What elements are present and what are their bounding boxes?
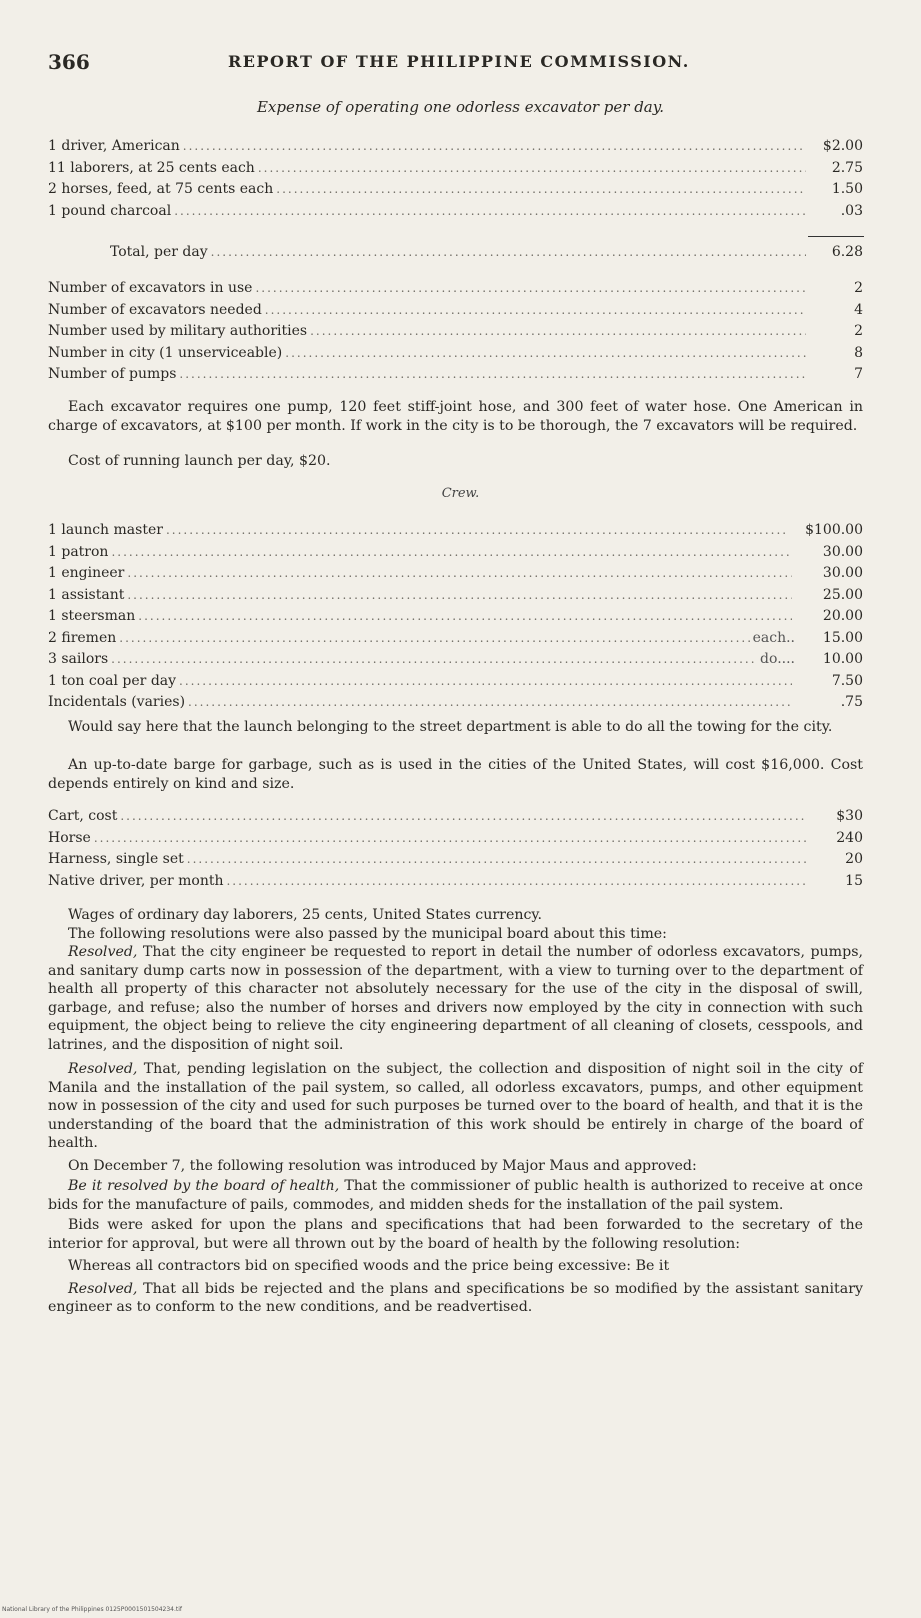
table-row: 2 horses, feed, at 75 cents each ..... 1.50 bbox=[48, 181, 863, 203]
table-row: Number of excavators in use ..... 2 bbox=[48, 280, 863, 302]
table-row: 1 ton coal per day ..... 7.50 bbox=[48, 673, 863, 695]
table-row: 11 laborers, at 25 cents each ..... 2.75 bbox=[48, 160, 863, 182]
crew-table bbox=[48, 522, 863, 716]
table-row: 1 engineer ..... 30.00 bbox=[48, 565, 863, 587]
scan-footer: National Library of the Philippines 0125P0001501504234.tif bbox=[2, 1606, 183, 1613]
page-header bbox=[48, 50, 868, 80]
paragraph: Wages of ordinary day laborers, 25 cents, United States currency. bbox=[68, 907, 543, 923]
table-row: Cart, cost ..... $30 bbox=[48, 808, 863, 830]
table-row: 1 assistant ..... 25.00 bbox=[48, 587, 863, 609]
table-row: Native driver, per month ..... 15 bbox=[48, 873, 863, 895]
table-row: 1 patron ..... 30.00 bbox=[48, 544, 863, 566]
table-row: 1 driver, American ..... $2.00 bbox=[48, 138, 863, 160]
excavator-expense-table bbox=[48, 138, 863, 224]
crew-section-title: Crew. bbox=[441, 486, 480, 501]
table-row: 1 launch master ..... $100.00 bbox=[48, 522, 863, 544]
table-row: 3 sailors ..... do.... 10.00 bbox=[48, 651, 863, 673]
launch-cost: Cost of running launch per day, $20. bbox=[68, 453, 331, 469]
total-rule bbox=[808, 236, 864, 237]
paragraph: Be it resolved by the board of health, That the commissioner of public health is authorized to receive at once bids for the manufacture of pails, commodes, and midden sheds for the installation of the pail system. bbox=[48, 1178, 863, 1213]
table-row: 1 pound charcoal ..... .03 bbox=[48, 203, 863, 225]
paragraph: Whereas all contractors bid on specified woods and the price being excessive: Be it bbox=[68, 1258, 670, 1274]
table-row: Number of pumps ..... 7 bbox=[48, 366, 863, 388]
cart-table bbox=[48, 808, 863, 894]
table-row: Incidentals (varies) ..... .75 bbox=[48, 694, 863, 716]
total-row: Total, per day ..... 6.28 bbox=[48, 244, 863, 266]
table-row: Number in city (1 unserviceable) ..... 8 bbox=[48, 345, 863, 367]
paragraph: Resolved, That, pending legislation on the subject, the collection and disposition of night soil in the city of Manila and the installation of the pail system, so called, all odorless excavators, pumps, and other equipment now in possession of the city and used for such purposes be turned over to the board of health, and that it is the understanding of the board that the administration of this work should be entirely in charge of the board of health. bbox=[48, 1061, 863, 1151]
table-row: Horse ..... 240 bbox=[48, 830, 863, 852]
table-row: 2 firemen ..... each.. 15.00 bbox=[48, 630, 863, 652]
excavator-note: Each excavator requires one pump, 120 feet stiff-joint hose, and 300 feet of water hose. One American in charge of excavators, at $100 per month. If work in the city is to be thorough, the 7 excavators will be required. bbox=[48, 399, 863, 434]
barge-paragraph: An up-to-date barge for garbage, such as is used in the cities of the United States, will cost $16,000. Cost depends entirely on kind and size. bbox=[48, 757, 863, 792]
paragraph: Bids were asked for upon the plans and specifications that had been forwarded to the secretary of the interior for approval, but were all thrown out by the board of health by the following resolution: bbox=[48, 1217, 863, 1252]
page-number: 366 bbox=[48, 50, 90, 74]
table-row: 1 steersman ..... 20.00 bbox=[48, 608, 863, 630]
paragraph: Resolved, That the city engineer be requested to report in detail the number of odorless excavators, pumps, and sanitary dump carts now in possession of the department, with a view to turning over to the department of health all property of this character not absolutely necessary for the use of the city in the disposal of swill, garbage, and refuse; also the number of horses and drivers now employed by the city in connection with such equipment, the object being to relieve the city engineering department of all cleaning of closets, cesspools, and latrines, and the disposition of night soil. bbox=[48, 944, 863, 1053]
launch-paragraph: Would say here that the launch belonging to the street department is able to do all the towing for the city. bbox=[68, 719, 833, 735]
excavator-counts-table bbox=[48, 280, 863, 388]
body-text bbox=[48, 906, 863, 1317]
paragraph: Resolved, That all bids be rejected and the plans and specifications be so modified by the assistant sanitary engineer as to conform to the new conditions, and be readvertised. bbox=[48, 1280, 863, 1315]
paragraph: The following resolutions were also passed by the municipal board about this time: bbox=[68, 925, 667, 942]
excavator-total bbox=[48, 244, 863, 266]
running-title: REPORT OF THE PHILIPPINE COMMISSION. bbox=[228, 52, 690, 71]
table-row: Number of excavators needed ..... 4 bbox=[48, 302, 863, 324]
paragraph: On December 7, the following resolution was introduced by Major Maus and approved: bbox=[68, 1157, 697, 1174]
table-row: Harness, single set ..... 20 bbox=[48, 851, 863, 873]
table-row: Number used by military authorities ..... 2 bbox=[48, 323, 863, 345]
excavator-section-title: Expense of operating one odorless excavator per day. bbox=[256, 98, 665, 116]
